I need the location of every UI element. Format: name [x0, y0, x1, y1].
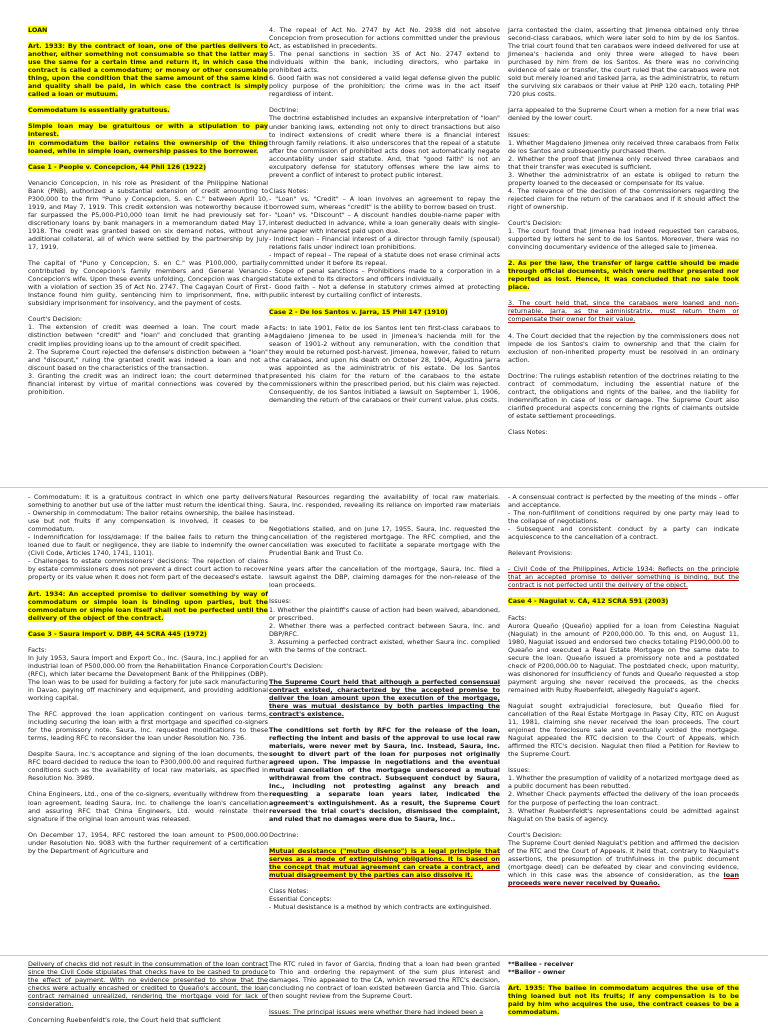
paragraph-text: 4. The repeal of Act No. 2747 by Act No. 2938 did not absolve Concepcion from prosecution for actions committed under the previous Act, as established in precedents. 5. The penal sanctions in section 35 of Act No. 2747 extend to individuals within the bank, including directors, who partake in prohibited acts. 6. Good faith was not considered a valid legal defense given the public policy purpose of the prohibition; the crime was in the act itself regardless of intent. — [269, 26, 500, 99]
paragraph-text: Case 1 - People v. Concepcion, 44 Phil 126 (1922) — [28, 162, 206, 171]
paragraph — [28, 790, 268, 822]
paragraph — [269, 678, 500, 718]
paragraph-text: Art. 1935: The bailee in commodatum acquires the use of the thing loaned but not its fruits; if any compensation is to be paid by him who acquires the use, the contract ceases to be a commodatum. — [508, 984, 739, 1017]
paragraph-text: Class Notes: - "Loan" vs. "Credit" – A loan involves an agreement to repay the borrowed sum, whereas "credit" is the ability to borrow based on trust. - "Loan" vs. "Discount" – A discount handles double-name paper with interest deducted in advance, while a loan generally deals with single-name paper with interest paid upon due. - Indirect loan – Financial interest of a director through family (spousal) relations falls under indirect loan prohibitions. - Impact of repeal – The repeal of a statute does not erase criminal acts committed under it before its repeal. - Scope of penal sanctions – Prohibitions made to a corporation in a statute extend to its directors and officers individually. - Good faith – Not a defense in statutory crimes aimed at protecting public interest by curtailing conflict of interests. — [269, 186, 500, 300]
paragraph — [508, 597, 739, 605]
col3-mid — [508, 493, 739, 887]
paragraph — [28, 42, 268, 98]
paragraph-text: Case 3 - Saura Import v. DBP, 44 SCRA 445 (1972) — [28, 629, 207, 638]
paragraph-text: Venancio Concepcion, in his role as President of the Philippine National Bank (PNB), authorized a substantial extension of credit amounting to P300,000 to the firm "Puno y Concepcion, S. en C." between April 10, 1919, and May 7, 1919. This credit extension was noteworthy because it far surpassed the P5,000-P10,000 loan limit he had previously set for discretionary loans by bank managers in a memorandum dated May 17, 1918. The credit was granted based on six demand notes, without any additional collateral, all of which were settled by the partnership by July 17, 1919. — [28, 178, 268, 252]
paragraph — [269, 887, 500, 911]
paragraph — [28, 122, 268, 154]
paragraph — [508, 766, 739, 822]
paragraph — [28, 26, 268, 34]
paragraph — [28, 750, 268, 782]
paragraph — [508, 26, 739, 98]
paragraph — [269, 662, 500, 670]
paragraph-text: Jarra appealed to the Supreme Court when a motion for a new trial was denied by the lower court. — [508, 106, 739, 123]
paragraph — [508, 372, 739, 420]
paragraph-text: Doctrine: The rulings establish retention of the doctrines relating to the contract of commodatum, including the essential nature of the contract, the obligations and rights of the bailee, and the liability for indemnification in case of loss or damage. The Supreme Court also clarified procedural aspects concerning the rights of claimants outside of estate settlement proceedings. — [508, 371, 739, 420]
paragraph — [269, 960, 500, 1000]
paragraph-text: Class Notes: Essential Concepts: - Mutual desistance is a method by which contracts are extinguished. — [269, 886, 492, 911]
paragraph-text: Facts: In July 1953, Saura Import and Export Co., Inc. (Saura, Inc.) applied for an industrial loan of P500,000.00 from the Rehabilitation Finance Corporation (RFC), which later became the Development Bank of the Philippines (DBP). The loan was to be used for building a factory for jute sack manufacturing in Davao, paying off machinery and equipment, and providing additional working capital. — [28, 645, 268, 703]
paragraph-text: China Engineers, Ltd., one of the co-signers, eventually withdrew from the loan agreement, leading Saura, Inc. to challenge the loan's cancellation and assuring RFC that China Engineers, Ltd. would reinstate their signature if the original loan amount was released. — [28, 790, 268, 823]
paragraph-text: Simple loan may be gratuitous or with a stipulation to pay interest. In commodatum the bailor retains the ownership of the thing loaned, while in simple loan, ownership passes to the borrower. — [28, 122, 268, 155]
paragraph-text: Nine years after the cancellation of the mortgage, Saura, Inc. filed a lawsuit against the DBP, claiming damages for the non-release of the loan proceeds. — [269, 565, 500, 590]
paragraph — [28, 960, 268, 1008]
paragraph-text: Court's Decision: 1. The court found that Jimenea had indeed requested ten carabaos, supported by letters he sent to de los Santos. Moreover, there was no convincing documentary evidence of the alleged sale to Jimenea. — [508, 218, 739, 252]
paragraph-text: 4. The Court decided that the rejection by the commissioners does not impede de los Santos's claim to ownership and that the claim for exclusion of non-inherited property must be resolved in an ordinary action. — [508, 331, 739, 364]
paragraph — [508, 614, 739, 694]
paragraph — [508, 131, 739, 211]
paragraph-text: Relevant Provisions: — [508, 549, 573, 558]
paragraph-text: Natural Resources regarding the availability of local raw materials. Saura, Inc. responded, revealing its reliance on imported raw materials instead. — [269, 493, 500, 518]
paragraph-text: Jarra contested the claim, asserting that Jimenea obtained only three second-class carabaos, which were later sold to him by de los Santos. The trial court found that ten carabaos were indeed delivered for use at Jimenea's hacienda and only three were alleged to have been purchased by him from de los Santos. As there was no convincing evidence of sale or transfer, the court ruled that the carabaos were not sold but merely loaned and tasked Jarra, as the administratrix, to return the surviving six carabaos or their value at PHP 120 each, totaling PHP 720 plus costs. — [508, 26, 739, 99]
paragraph — [28, 106, 268, 114]
paragraph-text: 3. The court held that, since the carabaos were loaned and non-returnable, Jarra, as the administratrix, must return them or compensate their owner for their value. — [508, 299, 739, 324]
paragraph — [269, 525, 500, 557]
paragraph-text: Issues: 1. Whether the presumption of validity of a notarized mortgage deed as a public document has been rebutted. 2. Whether Check payments effected the delivery of the loan proceeds for the purpose of perfecting the loan contract. 3. Whether Ruebenfeldt's representations could be admitted against Naguiat on the basis of agency. — [508, 766, 739, 823]
paragraph-text: Negotiations stalled, and on June 17, 1955, Saura, Inc. requested the cancellation of the registered mortgage. The RFC complied, and the cancellation was executed to facilitate a separate mortgage with the Prudential Bank and Trust Co. — [269, 525, 500, 558]
paragraph — [508, 831, 739, 887]
paragraph — [508, 549, 739, 557]
col1-bot — [28, 960, 268, 1024]
col3-top — [508, 26, 739, 436]
paragraph-text: Mutual desistance ("mutuo disenso") is a legal principle that serves as a mode of extinguishing obligations. It is based on the concept that mutual agreement can create a contract, and mutual disagreement by the parties can also dissolve it. — [269, 846, 500, 879]
paragraph-text: Naguiat sought extrajudicial foreclosure, but Queaño filed for cancellation of the Real Estate Mortgage in Pasay City, RTC on August 11, 1981, claiming she never received the loan proceeds. The court enjoined the foreclosure sale and eventually voided the mortgage. Naguiat appealed the RTC decision to the Court of Appeals, which affirmed the RTC's decision. Naguiat then filed a Petition for Review to the Supreme Court. — [508, 701, 739, 759]
paragraph-text: Despite Saura, Inc.'s acceptance and signing of the loan documents, the RFC board decided to reduce the loan to P300,000.00 and required further conditions such as the availability of local raw materials, as specified in Resolution No. 3989. — [28, 750, 268, 783]
paragraph — [508, 259, 739, 291]
paragraph — [508, 960, 739, 976]
paragraph — [28, 493, 268, 582]
paragraph — [28, 1016, 268, 1024]
paragraph-text: The RFC approved the loan application contingent on various terms, including securing the loan with a first mortgage and specified co-signers for the promissory note. Saura, Inc. requested modifications to these terms, leading RFC to reconsider the loan under Resolution No. 736. — [28, 710, 268, 743]
paragraph-text: Issues: 1. Whether Magdaleno Jimenea only received three carabaos from Felix de los Santos and subsequently purchased them. 2. Whether the proof that Jimenea only received three carabaos and that their transfer was executed is sufficient. 3. Whether the administratrix of an estate is obliged to return the property loaned to the deceased or compensate for its value. 4. The relevance of the decision of the commissioners regarding the rejected claim for the return of the carabaos and if it should affect the right of ownership. — [508, 130, 739, 211]
page-divider-1 — [0, 487, 768, 488]
paragraph-text: Concerning Ruebenfeldt's role, the Court held that sufficient — [28, 1016, 221, 1024]
paragraph — [269, 597, 500, 653]
paragraph-text: 2. As per the law, the transfer of large cattle should be made through official documents, which were neither presented nor reported as lost. Hence, it was concluded that no sale took place. — [508, 259, 739, 292]
paragraph-text: Court's Decision: 1. The extension of credit was deemed a loan. The court made a distinction between "credit" and "loan" and concluded that granting a credit implies providing loans up to the amount of credit specified. 2. The Supreme Court rejected the defense's distinction between a "loan" and "discount," ruling the granted credit was indeed a loan and not a discount based on the characteristics of the transaction. 3. Granting the credit was an indirect loan; the court determined that financial interest by virtue of marital connections was covered by the prohibition. — [28, 315, 268, 396]
paragraph — [269, 1008, 500, 1016]
paragraph — [269, 26, 500, 98]
paragraph-text: Issues: The principal issues were whether there had indeed been a — [269, 1008, 484, 1017]
paragraph — [28, 831, 268, 855]
paragraph — [508, 702, 739, 758]
paragraph-text: **Bailee - receiver **Bailor - owner — [508, 960, 574, 977]
paragraph — [28, 163, 268, 171]
paragraph-text: Case 2 - De los Santos v. Jarra, 15 Phil 147 (1910) — [269, 307, 448, 316]
underlined-phrase: loan proceeds were never received by Queaño. — [508, 870, 739, 887]
paragraph — [269, 565, 500, 589]
paragraph-text: The RTC ruled in favor of Garcia, finding that a loan had been granted to Thio and ordering the repayment of the sum plus interest and damages. Thio appealed to the CA, which reversed the RTC's decision, concluding no contract of loan existed between Garcia and Thio. Garcia then sought review from the Supreme Court. — [269, 960, 500, 1001]
paragraph — [269, 726, 500, 823]
paragraph — [28, 646, 268, 702]
col2-mid — [269, 493, 500, 911]
page-divider-2 — [0, 955, 768, 956]
paragraph — [269, 308, 500, 316]
paragraph — [508, 984, 739, 1016]
paragraph-text: Delivery of checks did not result in the consummation of the loan contract since the Civil Code stipulates that checks have to be cashed to produce the effect of payment. With no evidence presented to show that the checks were actually encashed or credited to Queaño's account, the loan contract remained unrealized, rendering the mortgage void for lack of consideration. — [28, 960, 268, 1009]
paragraph — [28, 179, 268, 251]
paragraph — [28, 590, 268, 622]
paragraph-text: Facts: Aurora Queaño (Queaño) applied for a loan from Celestina Naguiat (Naguiat) in the amount of P200,000.00. To this end, on August 11, 1980, Naguiat issued and endorsed two checks totaling P190,000.00 to Queaño and executed a Real Estate Mortgage on the same date to secure the loan. Queaño issued a promissory note and a postdated check of P200,000.00 to Naguiat. The postdated check, upon maturity, was dishonored for insufficiency of funds and Queaño requested a stop payment arguing she never received the proceeds, as the checks remained with Ruby Ruebenfeldt, allegedly Naguiat's agent. — [508, 613, 739, 694]
col3-bot — [508, 960, 739, 1016]
paragraph — [508, 428, 739, 436]
paragraph-text: Art. 1934: An accepted promise to deliver something by way of commodatum or simple loan is binding upon parties, but the commodatum or simple loan itself shall not be perfected until the delivery of the object of the contract. — [28, 589, 268, 622]
paragraph-text: - A consensual contract is perfected by the meeting of the minds – offer and acceptance. - The non-fulfillment of conditions required by one party may lead to the collapse of negotiations. - Subsequent and consistent conduct by a party can indicate acquiescence to the cancellation of a contract. — [508, 493, 739, 542]
paragraph-text: - Commodatum: It is a gratuitous contract in which one party delivers something to another but use of the latter must return the identical thing. - Ownership in commodatum: The bailor retains ownership, the bailee has use but not fruits if any compensation is involved, it ceases to be commodatum. - Indemnification for loss/damage: If the bailee fails to return the thing loaned due to fault or negligence, they are liable to indemnify the owner (Civil Code, Articles 1740, 1741, 1101). - Challenges to estate commissioners' decisions: The rejection of claims by estate commissioners does not prevent a direct court action to recover property or its value when it does not form part of the deceased's estate. — [28, 493, 268, 582]
paragraph — [508, 106, 739, 122]
col1-mid — [28, 493, 268, 855]
paragraph-text: Court's Decision: The Supreme Court denied Naguiat's petition and affirmed the decision of the RTC and the Court of Appeals. It held that, contrary to Naguiat's assertions, the presumption of truthfulness in the public document (mortgage deed) can be defeated by clear and convincing evidence, which in this case was the absence of consideration, as the — [508, 830, 739, 879]
paragraph-text: Court's Decision: — [269, 661, 324, 670]
paragraph — [28, 315, 268, 395]
paragraph-text: Issues: 1. Whether the plaintiff's cause of action had been waived, abandoned, or prescribed. 2. Whether there was a perfected contract between Saura, Inc. and DBP/RFC. 3. Assuming a perfected contract existed, whether Saura Inc. complied with the terms of the contract. — [269, 597, 500, 654]
paragraph — [269, 493, 500, 517]
paragraph — [269, 324, 500, 404]
paragraph-text: Commodatum is essentially gratuitous. — [28, 106, 170, 115]
paragraph-text: Doctrine: — [269, 830, 299, 839]
paragraph-text: On December 17, 1954, RFC restored the loan amount to P500,000.00 under Resolution No. 9083 with the further requirement of a certification by the Department of Agriculture and — [28, 830, 268, 855]
paragraph — [508, 332, 739, 364]
paragraph — [508, 493, 739, 541]
paragraph-text: Case 4 - Naguiat v. CA, 412 SCRA 591 (2003) — [508, 597, 669, 606]
col2-bot — [269, 960, 500, 1016]
paragraph — [28, 630, 268, 638]
paragraph-text: The Supreme Court held that although a perfected consensual contract existed, characterized by the accepted promise to deliver the loan amount upon the execution of the mortgage, there was mutual desistance by both parties impacting the contract's existence. — [269, 677, 500, 719]
paragraph-text: LOAN — [28, 26, 48, 34]
col2-top — [269, 26, 500, 404]
paragraph — [269, 106, 500, 178]
paragraph — [269, 187, 500, 300]
paragraph-text: Facts: In late 1901, Felix de los Santos lent ten first-class carabaos to Magdaleno Jimenea to be used in Jimenea's hacienda mill for the season of 1901-2 without any remuneration, with the condition that they would be returned post-harvest. Jimenea, however, failed to return the carabaos, and upon his death on October 28, 1904, Agustina Jarra was appointed as the administratrix of his estate. De los Santos presented his claim for the return of the carabaos to the estate commissioners within the prescribed period, but his claim was rejected. Consequently, de los Santos initiated a lawsuit on September 1, 1906, demanding the return of the carabaos or their current value, plus costs. — [269, 323, 500, 404]
paragraph — [508, 565, 739, 589]
paragraph — [28, 259, 268, 307]
paragraph — [269, 847, 500, 879]
paragraph-text: Class Notes: — [508, 427, 548, 436]
paragraph-text: - Civil Code of the Philippines, Article 1934: Reflects on the principle that an accepted promise to deliver something is binding, but the contract is not perfected until the delivery of the object. — [508, 565, 739, 590]
paragraph — [508, 219, 739, 251]
paragraph-text: The capital of "Puno y Concepcion, S. en C." was P100,000, partially contributed by Concepcion's family members and General Venancio Concepcion's wife. Upon these events unfolding, Concepcion was charged with a violation of section 35 of Act No. 2747. The Cagayan Court of First Instance found him guilty, sentencing him to imprisonment, fine, with subsidiary imprisonment for insolvency, and the payment of costs. — [28, 259, 268, 308]
paragraph — [508, 299, 739, 323]
paragraph — [28, 710, 268, 742]
col1-top — [28, 26, 268, 396]
paragraph-text: Art. 1933: By the contract of loan, one of the parties delivers to another, either something not consumable so that the latter may use the same for a certain time and return it, in which case the contract is called a commodatum; or money or other consumable thing, upon the condition that the same amount of the same kind and quality shall be paid, in which case the contract is simply called a loan or mutuum. — [28, 42, 268, 99]
paragraph-text: The conditions set forth by RFC for the release of the loan, reflecting the intent and basis of the approval to use local raw materials, were never met by Saura, Inc. Instead, Saura, Inc. sought to divert part of the loan for purposes not originally agreed upon. The impasse in negotiations and the eventual mutual cancellation of the mortgage underscored a mutual withdrawal from the contract. Subsequent conduct by Saura, Inc., including not protesting against any breach and requesting a separate loan years later, indicated the agreement's extinguishment. As a result, the Supreme Court reversed the trial court's decision, dismissed the complaint, and ruled that no damages were due to Saura, Inc.. — [269, 726, 500, 823]
paragraph-text: Doctrine: The doctrine established includes an expansive interpretation of "loan" under banking laws, extending not only to direct transactions but also to indirect extensions of credit where there is a financial interest through family relations. It also underscores that the repeal of a statute after the commission of prohibited acts does not automatically negate accountability under said statute. And, that "good faith" is not an exculpatory defense for statutory offenses where the law aims to prevent a conflict of interest to protect public interest. — [269, 106, 500, 179]
paragraph — [269, 831, 500, 839]
